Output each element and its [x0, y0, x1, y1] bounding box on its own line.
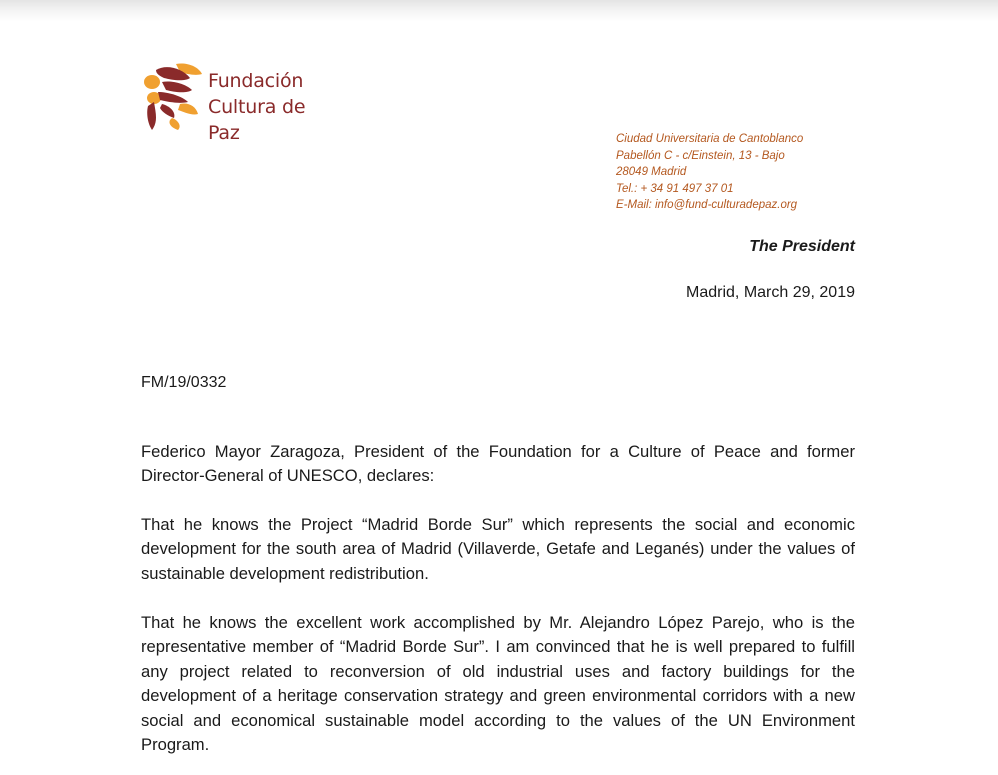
paragraph-project: That he knows the Project “Madrid Borde Sur” which represents the social and economic development for the south area of Madrid (Villaverde, Getafe and Leganés) under the values of sustainable development redistribution. [141, 515, 855, 583]
logo-wordmark [208, 68, 342, 146]
address-line: Ciudad Universitaria de Cantoblanco [616, 133, 804, 145]
address-line: Pabellón C - c/Einstein, 13 - Bajo [616, 149, 785, 162]
logo-line-2: Cultura de Paz [208, 96, 306, 144]
email-line: E-Mail: info@fund-culturadepaz.org [616, 199, 798, 211]
address-block [616, 131, 803, 214]
top-edge-shadow [0, 0, 998, 22]
address-line: 28049 Madrid [616, 166, 687, 178]
logo-line-1: Fundación [208, 70, 304, 92]
place-date: Madrid, March 29, 2019 [686, 284, 855, 301]
paragraph-declaration: Federico Mayor Zaragoza, President of the Foundation for a Culture of Peace and former Director-General of UNESCO, declares: [141, 442, 855, 486]
foundation-logo [142, 58, 342, 144]
reference-number: FM/19/0332 [141, 374, 227, 391]
phone-line: Tel.: + 34 91 497 37 01 [616, 182, 734, 195]
hands-logo-icon [142, 58, 206, 132]
sender-title: The President [749, 238, 855, 255]
paragraph-endorsement: That he knows the excellent work accomplished by Mr. Alejandro López Parejo, who is the representative member of “Madrid Borde Sur”. I am convinced that he is well prepared to fulfill any project related to reconversion of old industrial uses and factory buildings for the development of a heritage conservation strategy and green environmental corridors with a new social and economical sustainable model according to the values of the UN Environment Program. [141, 613, 855, 755]
